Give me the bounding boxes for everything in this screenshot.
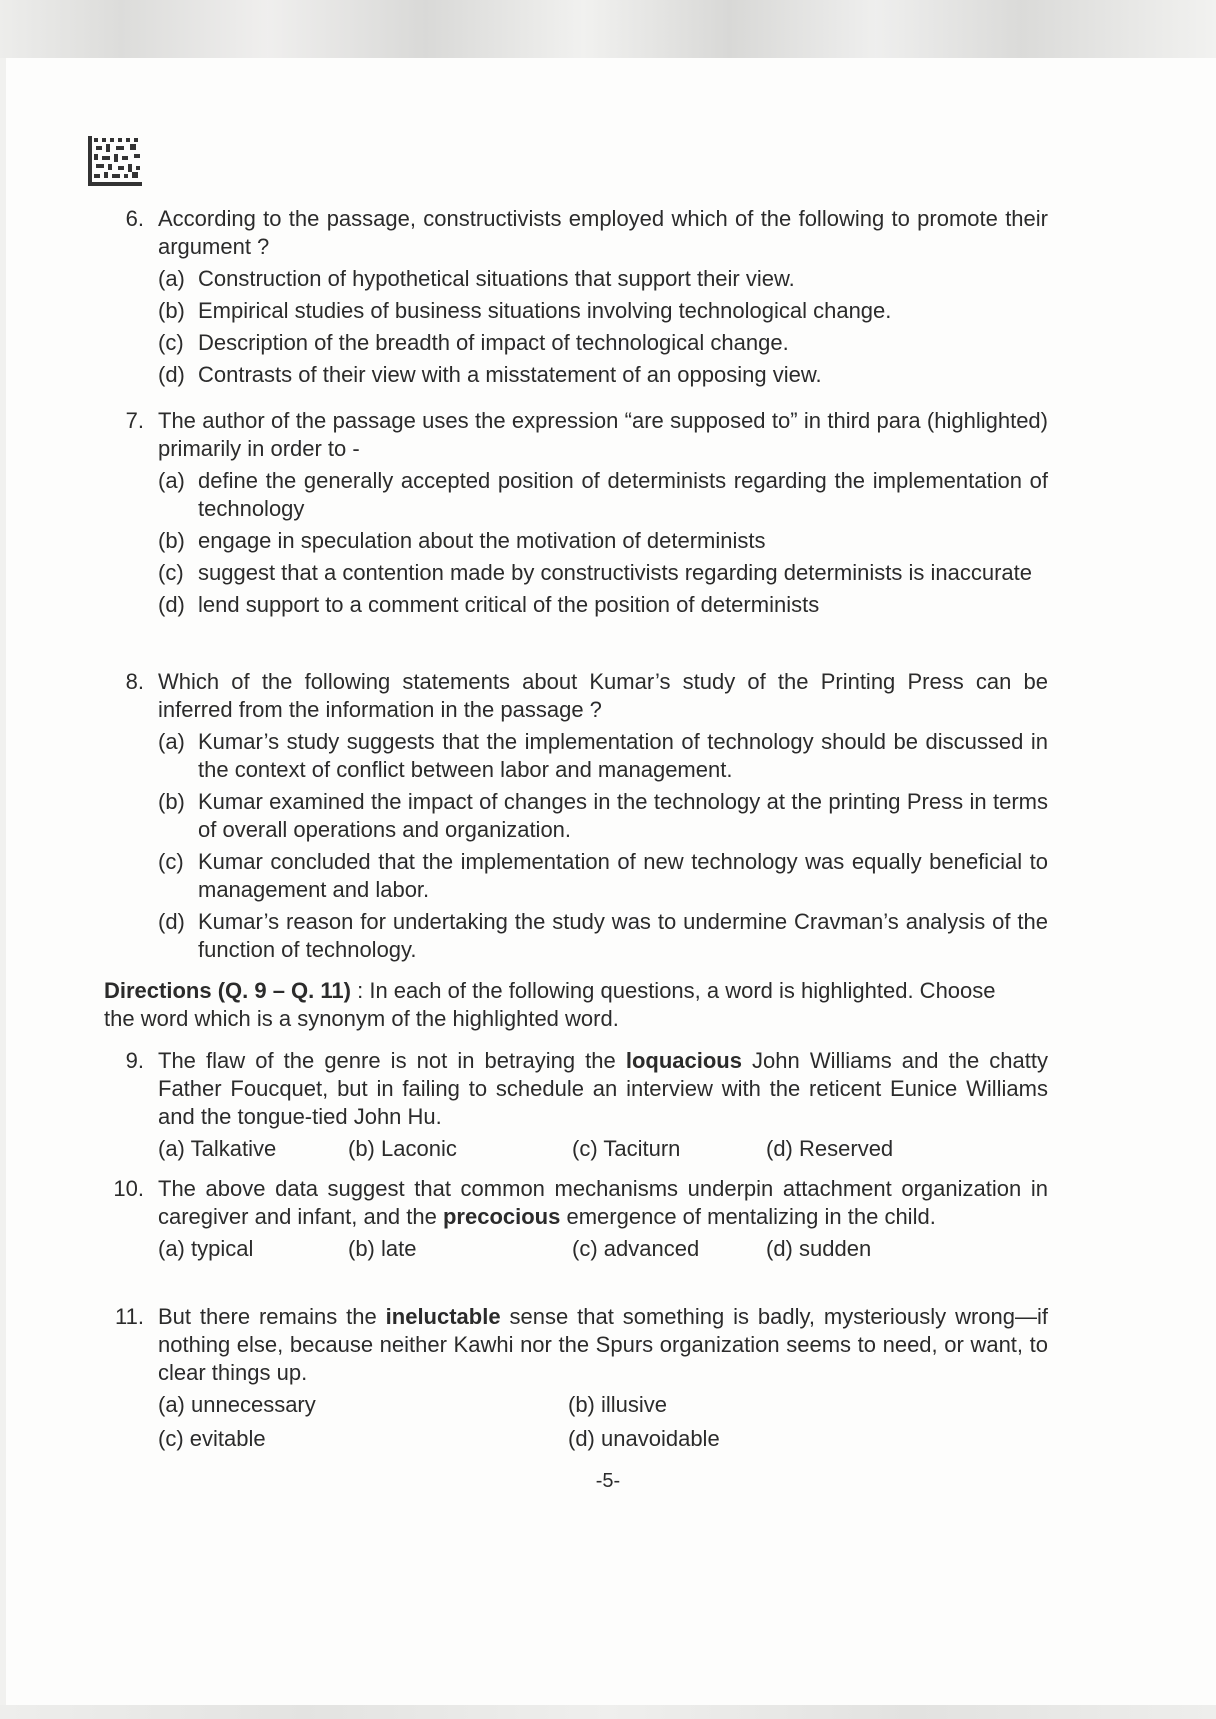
option-a [158,1391,568,1419]
option-text: late [381,1236,417,1261]
option-text: evitable [189,1426,266,1451]
question-stem: According to the passage, constructivists employed which of the following to promote their argument ? [158,206,1048,259]
highlighted-word: ineluctable [385,1304,501,1329]
option-text: Construction of hypothetical situations that support their view. [198,266,795,291]
qr-code-icon [88,136,142,186]
option-a [158,265,1048,293]
option-text: Contrasts of their view with a misstatement of an opposing view. [198,362,822,387]
option-label: (a) [158,729,185,754]
option-text: Empirical studies of business situations involving technological change. [198,298,892,323]
option-label: (d) [766,1236,793,1261]
option-label: (b) [348,1236,375,1261]
option-label: (a) [158,468,185,493]
option-d [766,1235,871,1263]
option-b [348,1235,572,1263]
page-number: -5- [595,1470,621,1492]
question-stem [158,1047,1048,1131]
option-text: unnecessary [191,1392,316,1417]
question-stem [158,1303,1048,1387]
question-number: 10. [113,1176,144,1201]
question-10 [104,1175,1048,1263]
stem-before: The flaw of the genre is not in betraying the [158,1048,616,1073]
option-d [568,1425,868,1453]
stem-before: But there remains the [158,1304,377,1329]
option-text: suggest that a contention made by constructivists regarding determinists is inaccurate [198,560,1032,585]
option-text: unavoidable [601,1426,720,1451]
question-9 [104,1047,1048,1163]
option-text: Talkative [190,1136,277,1161]
option-label: (c) [158,1426,184,1451]
option-label: (a) [158,1392,185,1417]
question-6 [104,205,1048,389]
options-row [158,1135,1048,1163]
option-a [158,467,1048,523]
option-label: (c) [572,1136,598,1161]
option-d [158,361,1048,389]
question-number: 6. [125,206,144,231]
option-label: (a) [158,266,185,291]
option-d [158,908,1048,964]
option-text: engage in speculation about the motivation of determinists [198,528,766,553]
option-text: lend support to a comment critical of the position of determinists [198,592,820,617]
option-c [158,848,1048,904]
option-text: Description of the breadth of impact of technological change. [198,330,789,355]
options-grid [158,1391,1048,1453]
option-label: (a) [158,1236,185,1261]
option-text: define the generally accepted position of determinists regarding the implementation of technology [198,468,1048,521]
option-text: Taciturn [603,1136,681,1161]
directions-heading: Directions (Q. 9 – Q. 11) [104,978,351,1003]
option-c [572,1235,766,1263]
option-b [348,1135,572,1163]
option-text: Kumar examined the impact of changes in the technology at the printing Press in terms of overall operations and organization. [198,789,1048,842]
option-text: Reserved [799,1136,894,1161]
option-label: (b) [158,528,185,553]
directions-block [104,977,1024,1033]
option-a [158,1235,348,1263]
option-text: Laconic [381,1136,457,1161]
question-number: 11. [115,1304,144,1329]
option-b [158,527,1048,555]
option-label: (d) [158,909,185,934]
option-text: Kumar concluded that the implementation of new technology was equally beneficial to management and labor. [198,849,1048,902]
question-8 [104,668,1048,964]
option-label: (c) [158,560,184,585]
option-b [158,297,1048,325]
option-c [158,559,1048,587]
question-stem [158,1175,1048,1231]
option-c [158,329,1048,357]
stem-after: John Williams and the chatty Father Foucquet, but in failing to schedule an interview with the reticent Eunice Williams and the tongue-tied John Hu. [158,1048,1048,1129]
question-number: 9. [125,1048,144,1073]
option-label: (d) [158,592,185,617]
options-row [158,1235,1048,1263]
option-a [158,1135,348,1163]
stem-after: emergence of mentalizing in the child. [566,1204,936,1229]
option-b [158,788,1048,844]
stem-after: sense that something is badly, mysteriously wrong—if nothing else, because neither Kawhi nor the Spurs organization seems to need, or want, to clear things up. [158,1304,1048,1385]
option-text: Kumar’s study suggests that the implementation of technology should be discussed in the context of conflict between labor and management. [198,729,1048,782]
option-label: (a) [158,1136,185,1161]
option-text: typical [191,1236,254,1261]
option-label: (d) [568,1426,595,1451]
option-text: illusive [601,1392,668,1417]
option-label: (c) [158,849,184,874]
question-stem: Which of the following statements about Kumar’s study of the Printing Press can be inferred from the information in the passage ? [158,669,1048,722]
option-text: Kumar’s reason for undertaking the study was to undermine Cravman’s analysis of the function of technology. [198,909,1048,962]
option-c [572,1135,766,1163]
option-label: (d) [766,1136,793,1161]
stem-before: The above data suggest that common mechanisms underpin attachment organization in caregiver and infant, and the [158,1176,1048,1229]
highlighted-word: loquacious [625,1048,742,1073]
option-d [158,591,1048,619]
option-c [158,1425,568,1453]
question-7 [104,407,1048,619]
scan-shadow-top [0,0,1216,58]
question-stem: The author of the passage uses the expression “are supposed to” in third para (highlighted) primarily in order to - [158,408,1048,461]
question-number: 7. [125,408,144,433]
option-label: (c) [572,1236,598,1261]
option-label: (d) [158,362,185,387]
option-d [766,1135,893,1163]
option-text: sudden [799,1236,872,1261]
option-b [568,1391,868,1419]
scan-shadow-bottom [0,1705,1216,1719]
option-label: (b) [158,789,185,814]
option-text: advanced [603,1236,700,1261]
question-number: 8. [125,669,144,694]
highlighted-word: precocious [442,1204,561,1229]
option-a [158,728,1048,784]
option-label: (c) [158,330,184,355]
question-11 [104,1303,1048,1453]
option-label: (b) [348,1136,375,1161]
option-label: (b) [158,298,185,323]
directions-text: : In each of the following questions, a word is highlighted. Choose the word which is a synonym of the highlighted word. [104,978,996,1031]
option-label: (b) [568,1392,595,1417]
